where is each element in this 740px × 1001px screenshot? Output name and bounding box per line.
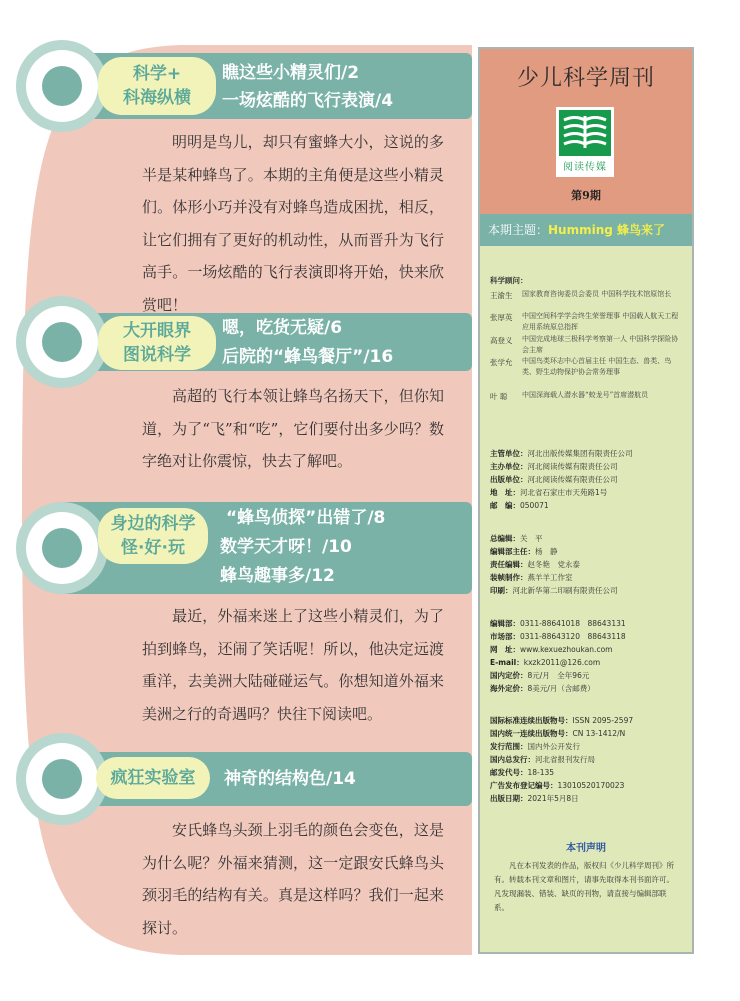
theme-prefix: 本期主题： xyxy=(488,223,549,237)
advisor-name: 高登义 xyxy=(490,336,513,345)
article-link[interactable]: 数学天才呀！/10 xyxy=(220,537,352,557)
info-row: 装帧制作：燕羊羊工作室 xyxy=(490,573,573,582)
advisor-desc: 国家教育咨询委员会委员 中国科学技术馆原馆长 xyxy=(522,290,672,298)
theme-highlight: Humming 蜂鸟来了 xyxy=(548,223,666,237)
section-label-line: 身边的科学 xyxy=(110,514,196,534)
advisor-name: 张厚英 xyxy=(490,313,513,322)
issue-theme xyxy=(480,214,692,246)
advisor-desc: 中国深海载人潜水器“蛟龙号”首席潜航员 xyxy=(522,391,649,399)
info-row: 邮 编：050071 xyxy=(490,501,549,510)
info-row: 编辑部主任：杨 静 xyxy=(490,547,558,556)
book-icon xyxy=(559,110,611,156)
info-row: 主办单位：河北阅读传媒有限责任公司 xyxy=(490,462,618,471)
website-link[interactable]: 网 址：www.kexuezhoukan.com xyxy=(490,645,613,654)
info-row: 总编辑：关 平 xyxy=(490,534,543,543)
email-link[interactable]: E-mail：kxzk2011@126.com xyxy=(490,658,601,667)
article-link[interactable]: 后院的“蜂鸟餐厅”/16 xyxy=(222,347,394,367)
advisors-heading: 科学顾问： xyxy=(490,276,528,285)
section-label-1 xyxy=(98,57,216,115)
section-paragraph-1: 明明是鸟儿，却只有蜜蜂大小，这说的多半是某种蜂鸟了。本期的主角便是这些小精灵们。体形小巧并没有对蜂鸟造成困扰，相反，让它们拥有了更好的机动性，从而晋升为飞行高手。一场炫酷的飞行表演即将开始，快来欣赏吧！ xyxy=(142,133,444,314)
article-link[interactable]: 瞧这些小精灵们/2 xyxy=(222,63,360,83)
info-row: 市场部：0311-88643120 88643118 xyxy=(490,632,626,641)
section-label-line: 大开眼界 xyxy=(123,321,191,341)
info-row: 出版单位：河北阅读传媒有限责任公司 xyxy=(490,475,618,484)
advisor-name: 王渝生 xyxy=(490,291,513,300)
section-label-2 xyxy=(98,316,216,370)
info-row: 责任编辑：赵冬艳 党永泰 xyxy=(490,560,580,569)
advisor-name: 张学允 xyxy=(490,358,513,367)
section-label-line: 怪·好·玩 xyxy=(121,538,185,558)
info-row: 国际标准连续出版物号：ISSN 2095-2597 xyxy=(490,716,634,725)
info-row: 国内定价：8元/月 全年96元 xyxy=(490,671,590,680)
article-link[interactable]: 蜂鸟趣事多/12 xyxy=(220,566,335,586)
info-row: 主管单位：河北出版传媒集团有限责任公司 xyxy=(490,449,633,458)
article-link[interactable]: 一场炫酷的飞行表演/4 xyxy=(222,91,394,111)
article-link[interactable]: 嗯，吃货无疑/6 xyxy=(222,318,343,338)
info-row: 印刷：河北新华第二印刷有限责任公司 xyxy=(490,586,618,595)
advisor-desc: 中国鸟类环志中心首届主任 中国生态、兽类、鸟类、野生动物保护协会常务理事 xyxy=(522,357,672,376)
section-paragraph-2: 高超的飞行本领让蜂鸟名扬天下，但你知道，为了“飞”和“吃”，它们要付出多少吗？数字绝对让你震惊，快去了解吧。 xyxy=(142,387,444,470)
advisor-desc: 中国完成地球三极科学考察第一人 中国科学探险协会主席 xyxy=(522,335,679,354)
article-link[interactable]: “蜂鸟侦探”出错了/8 xyxy=(226,508,386,528)
info-row: 国内统一连续出版物号：CN 13-1412/N xyxy=(490,729,626,738)
info-row: 邮发代号：18-135 xyxy=(490,768,555,777)
article-link[interactable]: 神奇的结构色/14 xyxy=(224,769,356,789)
magazine-title: 少儿科学周刊 xyxy=(516,66,655,91)
info-row: 编辑部：0311-88641018 88643131 xyxy=(490,619,626,628)
info-row: 地 址：河北省石家庄市天苑路1号 xyxy=(490,488,608,497)
ring-icon-core xyxy=(42,66,82,106)
notice-title: 本刊声明 xyxy=(566,843,606,854)
ring-icon-core xyxy=(42,528,82,568)
info-row: 海外定价：8美元/月（含邮费） xyxy=(490,684,595,693)
section-label-line: 疯狂实验室 xyxy=(110,768,196,788)
section-label-line: 图说科学 xyxy=(123,345,191,365)
info-row: 国内总发行：河北省报刊发行局 xyxy=(490,755,595,764)
info-row: 出版日期：2021年5月8日 xyxy=(490,794,579,803)
ring-icon-core xyxy=(42,759,82,799)
advisor-desc: 中国空间科学学会终生荣誉理事 中国载人航天工程应用系统原总指挥 xyxy=(522,312,679,331)
publisher-logo xyxy=(556,107,614,177)
ring-icon-core xyxy=(42,322,82,362)
colophon-panel xyxy=(478,47,694,954)
section-label-line: 科海纵横 xyxy=(123,88,191,108)
issue-number: 第9期 xyxy=(571,189,601,202)
info-row: 发行范围：国内外公开发行 xyxy=(490,742,580,751)
section-label-3 xyxy=(98,508,208,564)
section-label-4 xyxy=(96,757,210,799)
section-label-line: 科学+ xyxy=(132,64,182,84)
section-paragraph-3: 最近，外福来迷上了这些小精灵们，为了拍到蜂鸟，还闹了笑话呢！所以，他决定远渡重洋，去美洲大陆碰碰运气。你想知道外福来美洲之行的奇遇吗？快往下阅读吧。 xyxy=(142,607,444,723)
info-row: 广告发布登记编号：1301052017002З xyxy=(490,781,625,790)
notice-body: 凡在本刊发表的作品，版权归《少儿科学周刊》所有。转载本刊文章和图片，请事先取得本刊书面许可。凡发现漏装、错装、缺页的刊物，请直接与编辑部联系。 xyxy=(494,861,674,912)
logo-text: 阅读传媒 xyxy=(563,162,607,173)
advisor-name: 叶 聪 xyxy=(490,392,508,401)
panel-header xyxy=(480,49,692,214)
section-paragraph-4: 安氏蜂鸟头颈上羽毛的颜色会变色，这是为什么呢？外福来猜测，这一定跟安氏蜂鸟头颈羽毛的结构有关。真是这样吗？我们一起来探讨。 xyxy=(142,821,444,937)
